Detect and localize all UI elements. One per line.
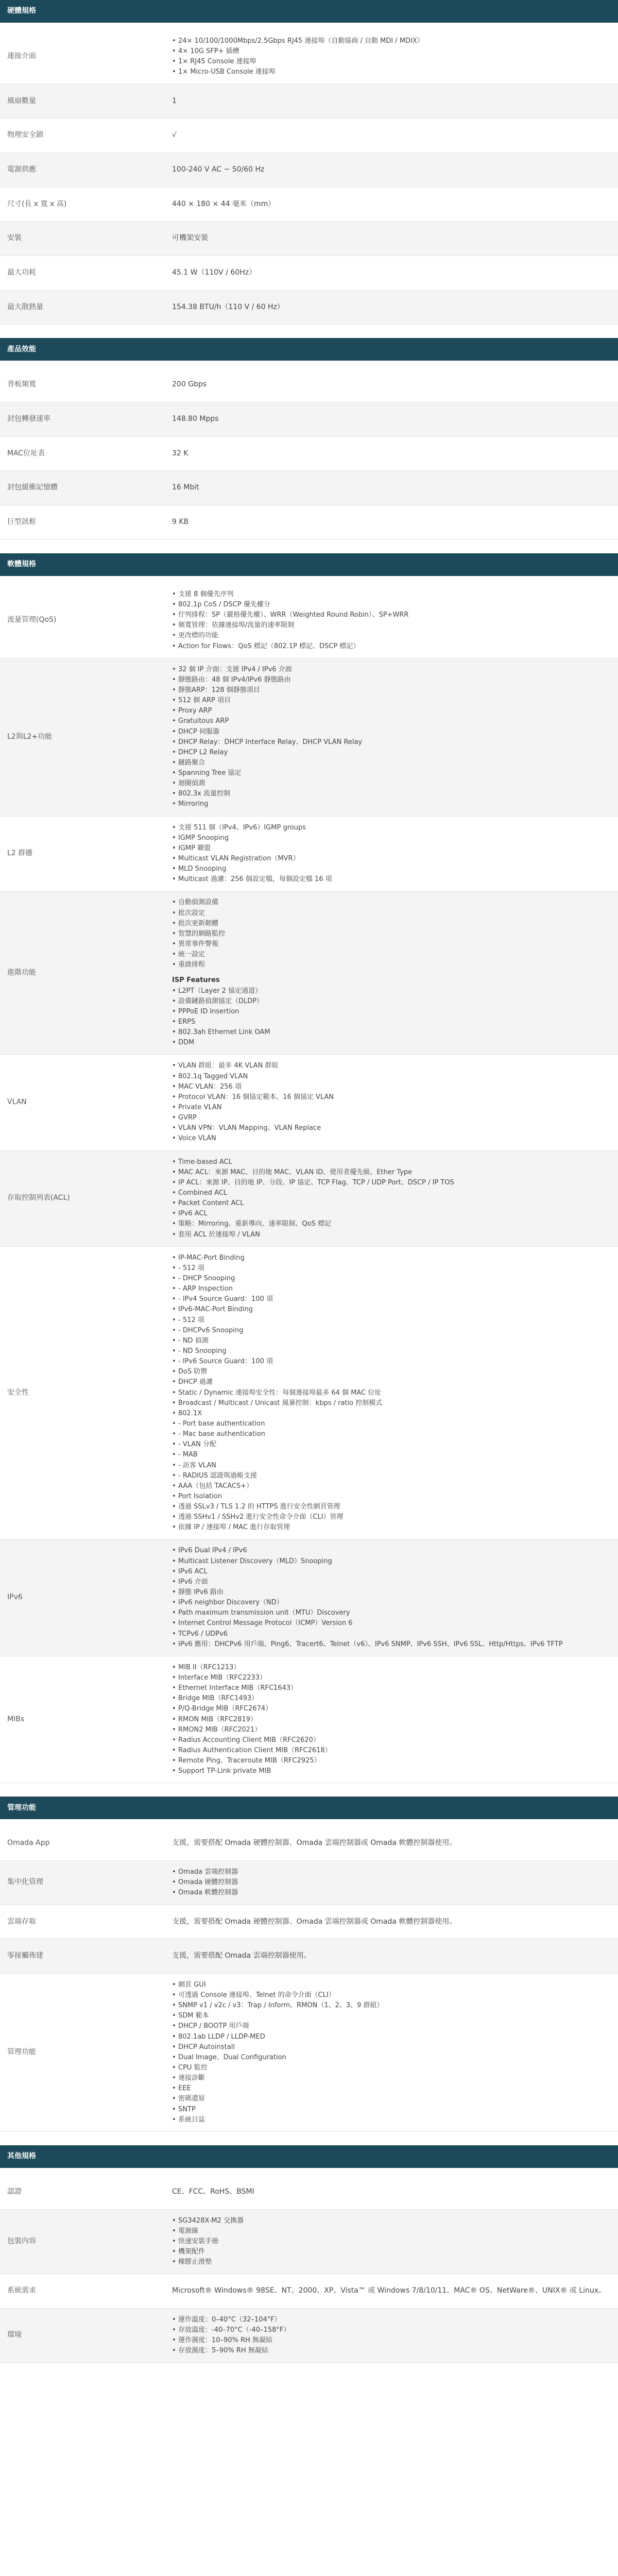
spec-list-item: • RMON2 MIB（RFC2021） xyxy=(172,1725,618,1735)
spec-key: 環境 xyxy=(7,2331,22,2340)
spec-list-item: • RMON MIB（RFC2819） xyxy=(172,1715,618,1725)
spec-list-item: • 快速安裝手冊 xyxy=(172,2236,618,2247)
spec-list xyxy=(172,665,618,810)
spec-list-item: • Interface MIB（RFC2233） xyxy=(172,1673,618,1683)
section-spacer xyxy=(0,1819,618,1826)
spec-list-item: • 更改標的功能 xyxy=(172,631,618,641)
spec-key: 風扇數量 xyxy=(7,96,36,105)
spec-list-item: • Support TP-Link private MIB xyxy=(172,1766,618,1776)
spec-list-item: • IPv6 應用：DHCPv6 用戶端、Ping6、Tracert6、Telnet（v6）、IPv6 SNMP、IPv6 SSH、IPv6 SSL、Http/Https、IPv6 TFTP xyxy=(172,1639,618,1650)
isp-features-item: • ERPS xyxy=(172,1017,618,1027)
spec-list-item: • DHCP 伺服器 xyxy=(172,727,618,737)
spec-row xyxy=(0,1939,618,1974)
spec-key: 連接介面 xyxy=(7,52,36,61)
spec-key: L2與L2+功能 xyxy=(7,732,53,741)
spec-list xyxy=(172,1157,618,1240)
spec-list-item: • - IPv4 Source Guard：100 項 xyxy=(172,1294,618,1304)
spec-list-item: • 運作濕度：10–90% RH 無凝結 xyxy=(172,2335,618,2346)
spec-list-item: • Internet Control Message Protocol（ICMP）Version 6 xyxy=(172,1618,618,1629)
spec-value xyxy=(172,1656,618,1783)
spec-list-item: • 重啟排程 xyxy=(172,960,618,970)
spec-list-item: • IP-MAC-Port Binding xyxy=(172,1253,618,1263)
spec-list-item: • 靜態ARP：128 個靜態項目 xyxy=(172,685,618,696)
spec-list-item: • 依據 IP / 連接埠 / MAC 進行存取管理 xyxy=(172,1522,618,1533)
spec-row xyxy=(0,256,618,291)
spec-list-item: • Broadcast / Multicast / Unicast 風暴控制：kbps / ratio 控制模式 xyxy=(172,1398,618,1409)
spec-list-item: • SNMP v1 / v2c / v3：Trap / Inform、RMON（1、2、3、9 群組） xyxy=(172,2001,618,2011)
spec-value xyxy=(172,2210,618,2274)
spec-list-item: • 32 個 IP 介面：支援 IPv4 / IPv6 介面 xyxy=(172,665,618,675)
spec-list-item: • 批次設定 xyxy=(172,908,618,919)
spec-row xyxy=(0,1826,618,1861)
spec-list-item: • 存放溫度：-40–70°C（-40–158°F） xyxy=(172,2325,618,2335)
spec-list-item: • 電源線 xyxy=(172,2226,618,2236)
spec-row xyxy=(0,2309,618,2363)
spec-list-item: • 橡膠止滑墊 xyxy=(172,2257,618,2267)
spec-key: 巨型訊框 xyxy=(7,518,36,527)
spec-list-item: • 802.3x 流量控制 xyxy=(172,789,618,799)
spec-key: 電源供應 xyxy=(7,165,36,174)
section-title: 軟體規格 xyxy=(0,553,618,576)
spec-list-item: • - DHCPv6 Snooping xyxy=(172,1326,618,1336)
spec-value xyxy=(172,1055,618,1150)
isp-features-item: • DDM xyxy=(172,1038,618,1048)
spec-list-item: • - DHCP Snooping xyxy=(172,1274,618,1284)
spec-row xyxy=(0,1055,618,1150)
spec-list-item: • Private VLAN xyxy=(172,1103,618,1113)
spec-list-item: • IPv6 介面 xyxy=(172,1577,618,1587)
section-gap xyxy=(0,325,618,338)
spec-list-item: • Voice VLAN xyxy=(172,1133,618,1144)
spec-list-item: • SG3428X-M2 交換器 xyxy=(172,2216,618,2226)
spec-list-item: • MAC ACL：來源 MAC、目的地 MAC、VLAN ID、使用者優先級、Ether Type xyxy=(172,1167,618,1178)
spec-value xyxy=(172,368,618,402)
spec-list-item: • IPv6 neighbor Discovery（ND） xyxy=(172,1598,618,1608)
spec-list-item: • Bridge MIB（RFC1493） xyxy=(172,1693,618,1704)
spec-key: 封包轉發速率 xyxy=(7,415,50,423)
spec-value xyxy=(172,1861,618,1904)
spec-list-item: • IPv6 ACL xyxy=(172,1209,618,1219)
spec-row xyxy=(0,222,618,256)
spec-value xyxy=(172,30,618,84)
spec-list-item: • 佇列排程：SP（嚴格優先權）、WRR（Weighted Round Robin）、SP+WRR xyxy=(172,610,618,620)
spec-value xyxy=(172,84,618,118)
spec-list-item: • 透過 SSLv3 / TLS 1.2 的 HTTPS 進行安全性網頁管理 xyxy=(172,1502,618,1512)
spec-list-item: • SDM 範本 xyxy=(172,2011,618,2021)
spec-list-item: • - ND Snooping xyxy=(172,1346,618,1357)
spec-value xyxy=(172,505,618,539)
spec-list-item: • Gratuitous ARP xyxy=(172,716,618,726)
spec-list-item: • 鏈路聚合 xyxy=(172,758,618,768)
spec-value xyxy=(172,153,618,187)
spec-key: MIBs xyxy=(7,1715,25,1723)
spec-key: 集中化管理 xyxy=(7,1878,43,1887)
spec-list-item: • 策略：Mirroring、重新導向、速率限制、QoS 標記 xyxy=(172,1219,618,1229)
spec-value xyxy=(172,2175,618,2209)
spec-list-item: • Dual Image、Dual Configuration xyxy=(172,2053,618,2063)
spec-row xyxy=(0,2175,618,2210)
spec-value-text: 支援，需要搭配 Omada 硬體控制器、Omada 雲端控制器或 Omada 軟體控制器使用。 xyxy=(172,1839,457,1848)
spec-list-item: • 802.1p CoS / DSCP 優先權分 xyxy=(172,600,618,610)
spec-list-item: • 存放濕度：5–90% RH 無凝結 xyxy=(172,2346,618,2356)
spec-list-item: • 支援 511 個（IPv4、IPv6）IGMP groups xyxy=(172,823,618,833)
spec-list-item: • 連接診斷 xyxy=(172,2073,618,2083)
spec-key: 存取控制列表(ACL) xyxy=(7,1194,70,1202)
spec-list-item: • IPv6 Dual IPv4 / IPv6 xyxy=(172,1546,618,1556)
spec-value xyxy=(172,291,618,325)
spec-value xyxy=(172,1905,618,1939)
spec-list-item: • - IPv6 Source Guard：100 項 xyxy=(172,1357,618,1367)
spec-list-item: • GVRP xyxy=(172,1113,618,1123)
spec-list-item: • Protocol VLAN：16 個協定範本、16 個協定 VLAN xyxy=(172,1092,618,1103)
spec-list-item: • DHCP Relay：DHCP Interface Relay、DHCP VLAN Relay xyxy=(172,737,618,748)
spec-value xyxy=(172,1247,618,1539)
spec-value xyxy=(172,437,618,471)
spec-list-item: • - Port base authentication xyxy=(172,1419,618,1429)
spec-list-item: • - ND 偵測 xyxy=(172,1336,618,1346)
spec-list-item: • 運作溫度：0–40°C（32–104°F） xyxy=(172,2315,618,2325)
spec-list-item: • 智慧的網路監控 xyxy=(172,929,618,939)
spec-list-item: • 迴圈偵測 xyxy=(172,778,618,789)
spec-list-item: • 靜態 IPv6 路由 xyxy=(172,1587,618,1598)
spec-row xyxy=(0,583,618,658)
spec-list-item: • Path maximum transmission unit（MTU）Discovery xyxy=(172,1608,618,1618)
spec-list-item: • DHCP L2 Relay xyxy=(172,748,618,758)
spec-list-item: • - ARP Inspection xyxy=(172,1284,618,1294)
spec-key: 雲端存取 xyxy=(7,1917,36,1926)
spec-key: 最大散熱量 xyxy=(7,302,43,311)
spec-row xyxy=(0,30,618,84)
spec-list-item: • VLAN VPN：VLAN Mapping、VLAN Replace xyxy=(172,1123,618,1133)
spec-list-item: • AAA（包括 TACACS+） xyxy=(172,1481,618,1492)
spec-list-item: • MIB II（RFC1213） xyxy=(172,1663,618,1673)
spec-key: 包裝內容 xyxy=(7,2237,36,2246)
spec-value-text: 154.38 BTU/h（110 V / 60 Hz） xyxy=(172,302,284,311)
spec-list-item: • Static / Dynamic 連接埠安全性：每個連接埠最多 64 個 MAC 位址 xyxy=(172,1388,618,1398)
spec-row xyxy=(0,84,618,119)
spec-value-text: 100-240 V AC ~ 50/60 Hz xyxy=(172,165,265,174)
section-spacer xyxy=(0,23,618,30)
spec-list-item: • Multicast 過濾：256 個設定檔，每個設定檔 16 項 xyxy=(172,874,618,885)
spec-list-item: • Combined ACL xyxy=(172,1188,618,1198)
spec-list-item: • - 訪客 VLAN xyxy=(172,1461,618,1471)
spec-list-item: • Proxy ARP xyxy=(172,706,618,716)
section-gap xyxy=(0,540,618,553)
spec-list-item: • 靜態路由：48 個 IPv4/IPv6 靜態路由 xyxy=(172,675,618,685)
spec-list xyxy=(172,897,618,970)
section-spacer xyxy=(0,2168,618,2175)
spec-list-item: • 套用 ACL 於連接埠 / VLAN xyxy=(172,1230,618,1240)
other-section xyxy=(0,2145,618,2363)
spec-list-item: • - 512 項 xyxy=(172,1315,618,1326)
management-section xyxy=(0,1797,618,2131)
spec-row xyxy=(0,291,618,325)
spec-key: 零接觸佈建 xyxy=(7,1952,43,1960)
spec-list-item: • P/Q-Bridge MIB（RFC2674） xyxy=(172,1704,618,1714)
section-title: 產品效能 xyxy=(0,338,618,361)
spec-value xyxy=(172,2274,618,2308)
hardware-section xyxy=(0,0,618,325)
section-gap xyxy=(0,1783,618,1797)
spec-row xyxy=(0,1539,618,1656)
spec-value-text: 16 Mbit xyxy=(172,483,199,492)
spec-list xyxy=(172,1663,618,1777)
spec-list-item: • 系統日誌 xyxy=(172,2115,618,2125)
spec-list-item: • 頻寬管理：依據連接埠/流量的速率限制 xyxy=(172,620,618,631)
spec-list-item: • VLAN 群組：最多 4K VLAN 群組 xyxy=(172,1061,618,1071)
spec-value xyxy=(172,471,618,505)
spec-list-item: • Action for Flows：QoS 標記（802.1P 標記、DSCP 標記） xyxy=(172,641,618,652)
spec-list xyxy=(172,2315,618,2357)
spec-row xyxy=(0,2210,618,2275)
spec-list xyxy=(172,823,618,885)
spec-list-item: • Multicast Listener Discovery（MLD）Snooping xyxy=(172,1556,618,1567)
spec-value-text: 9 KB xyxy=(172,518,189,527)
spec-list-item: • - MAB xyxy=(172,1450,618,1460)
spec-value-text: 支援，需要搭配 Omada 硬體控制器、Omada 雲端控制器或 Omada 軟體控制器使用。 xyxy=(172,1917,457,1926)
section-gap xyxy=(0,2132,618,2145)
spec-list-item: • 4× 10G SFP+ 插槽 xyxy=(172,46,618,57)
spec-list-item: • 512 個 ARP 項目 xyxy=(172,696,618,706)
spec-row xyxy=(0,505,618,540)
spec-list-item: • 統一設定 xyxy=(172,950,618,960)
spec-key: 安裝 xyxy=(7,234,22,243)
spec-value-text: 32 K xyxy=(172,449,188,457)
spec-list-item: • Omada 軟體控制器 xyxy=(172,1888,618,1898)
spec-list-item: • Time-based ACL xyxy=(172,1157,618,1167)
spec-value xyxy=(172,1826,618,1860)
spec-value xyxy=(172,1539,618,1655)
spec-value xyxy=(172,583,618,658)
spec-value xyxy=(172,1151,618,1246)
spec-list-item: • 支援 8 個優先序列 xyxy=(172,589,618,600)
spec-row xyxy=(0,1974,618,2132)
spec-list-item: • IGMP Snooping xyxy=(172,833,618,843)
spec-row xyxy=(0,658,618,817)
spec-value xyxy=(172,1939,618,1973)
spec-row xyxy=(0,368,618,402)
spec-list xyxy=(172,1253,618,1533)
spec-list-item: • DHCP Autoinstall xyxy=(172,2042,618,2053)
spec-list-item: • 異常事件警報 xyxy=(172,939,618,950)
spec-value-text: 45.1 W（110V / 60Hz） xyxy=(172,268,256,277)
spec-list-item: • EEE xyxy=(172,2083,618,2094)
spec-key: 安全性 xyxy=(7,1388,29,1397)
spec-row xyxy=(0,1656,618,1784)
spec-key: 最大功耗 xyxy=(7,268,36,277)
spec-list xyxy=(172,1061,618,1144)
spec-list-item: • IP ACL：來源 IP、目的地 IP、分段、IP 協定、TCP Flag、TCP / UDP Port、DSCP / IP TOS xyxy=(172,1178,618,1188)
spec-list-item: • 批次更新韌體 xyxy=(172,919,618,929)
spec-list xyxy=(172,589,618,652)
spec-list xyxy=(172,36,618,78)
spec-list-item: • IGMP 聯盟 xyxy=(172,843,618,854)
isp-features-item: • 802.3ah Ethernet Link OAM xyxy=(172,1027,618,1038)
spec-key: 尺寸(長 x 寬 x 高) xyxy=(7,199,67,208)
spec-list-item: • 802.1X xyxy=(172,1409,618,1419)
spec-value-text: 1 xyxy=(172,96,177,105)
spec-list-item: • IPv6-MAC-Port Binding xyxy=(172,1304,618,1315)
spec-row xyxy=(0,891,618,1055)
spec-list-item: • Radius Authentication Client MIB（RFC2618） xyxy=(172,1745,618,1756)
spec-value-text: 支援，需要搭配 Omada 雲端控制器使用。 xyxy=(172,1952,311,1960)
spec-list-item: • Radius Accounting Client MIB（RFC2620） xyxy=(172,1735,618,1745)
spec-value-text: √ xyxy=(172,131,177,140)
spec-value-text: Microsoft® Windows® 98SE、NT、2000、XP、Vista™ 或 Windows 7/8/10/11、MAC® OS、NetWare®、UNIX® 或 Linux。 xyxy=(172,2286,606,2295)
spec-list-item: • MLD Snooping xyxy=(172,864,618,874)
spec-list-item: • 機架配件 xyxy=(172,2247,618,2257)
spec-key: VLAN xyxy=(7,1098,27,1107)
spec-key: 進階功能 xyxy=(7,968,36,977)
spec-list-item: • 802.1q Tagged VLAN xyxy=(172,1072,618,1082)
spec-list-item: • CPU 監控 xyxy=(172,2063,618,2073)
isp-features-item: • PPPoE ID Insertion xyxy=(172,1007,618,1017)
spec-key: L2 群播 xyxy=(7,849,33,858)
spec-list xyxy=(172,2216,618,2268)
spec-key: IPv6 xyxy=(7,1593,23,1602)
isp-features-list xyxy=(172,986,618,1048)
spec-key: 封包緩衝記憶體 xyxy=(7,483,58,492)
spec-value xyxy=(172,2309,618,2363)
spec-list xyxy=(172,1980,618,2125)
spec-list-item: • - RADIUS 認證與過帳支援 xyxy=(172,1471,618,1481)
spec-value xyxy=(172,1974,618,2131)
spec-row xyxy=(0,402,618,437)
spec-list-item: • DoS 防禦 xyxy=(172,1367,618,1377)
spec-list-item: • 802.1ab LLDP / LLDP-MED xyxy=(172,2032,618,2042)
spec-list-item: • 可透過 Console 連接埠、Telnet 的命令介面（CLI） xyxy=(172,1990,618,2001)
spec-list-item: • Mirroring xyxy=(172,799,618,809)
section-title: 其他規格 xyxy=(0,2145,618,2168)
spec-list-item: • Packet Content ACL xyxy=(172,1198,618,1209)
spec-key: 系統需求 xyxy=(7,2286,36,2295)
spec-row xyxy=(0,1861,618,1905)
spec-list-item: • 自動偵測設備 xyxy=(172,897,618,908)
spec-row xyxy=(0,1151,618,1247)
spec-list-item: • TCPv6 / UDPv6 xyxy=(172,1629,618,1639)
spec-value-text: 440 × 180 × 44 毫米（mm） xyxy=(172,199,276,208)
section-spacer xyxy=(0,361,618,368)
spec-list-item: • 網頁 GUI xyxy=(172,1980,618,1990)
spec-list-item: • DHCP 過濾 xyxy=(172,1377,618,1387)
spec-key: Omada App xyxy=(7,1839,50,1848)
spec-list-item: • Omada 雲端控制器 xyxy=(172,1867,618,1877)
spec-value xyxy=(172,891,618,1054)
spec-list-item: • 1× Micro-USB Console 連接埠 xyxy=(172,67,618,77)
spec-list-item: • SNTP xyxy=(172,2105,618,2115)
spec-row xyxy=(0,1247,618,1540)
spec-list-item: • Ethernet Interface MIB（RFC1643） xyxy=(172,1683,618,1693)
spec-value-text: 可機架安裝 xyxy=(172,234,208,243)
spec-value-text: CE、FCC、RoHS、BSMI xyxy=(172,2187,254,2196)
isp-features-item: • 設備鏈路偵測協定（DLDP） xyxy=(172,996,618,1007)
spec-list-item: • - VLAN 分配 xyxy=(172,1439,618,1450)
spec-key: MAC位址表 xyxy=(7,449,45,457)
spec-list-item: • 1× RJ45 Console 連接埠 xyxy=(172,57,618,67)
spec-value xyxy=(172,402,618,436)
spec-key: 認證 xyxy=(7,2187,22,2196)
spec-value xyxy=(172,817,618,891)
spec-key: 物理安全鎖 xyxy=(7,131,43,140)
section-title: 管理功能 xyxy=(0,1797,618,1819)
spec-row xyxy=(0,188,618,222)
spec-list-item: • - 512 項 xyxy=(172,1263,618,1274)
spec-row xyxy=(0,2274,618,2309)
spec-row xyxy=(0,153,618,188)
spec-value xyxy=(172,222,618,256)
isp-features-title: ISP Features xyxy=(172,976,220,985)
spec-list xyxy=(172,1546,618,1649)
spec-value xyxy=(172,658,618,816)
spec-value-text: 148.80 Mpps xyxy=(172,415,219,423)
spec-key: 管理功能 xyxy=(7,2048,36,2057)
spec-list xyxy=(172,1867,618,1898)
spec-list-item: • Remote Ping、Traceroute MIB（RFC2925） xyxy=(172,1756,618,1766)
spec-value xyxy=(172,118,618,152)
spec-value xyxy=(172,256,618,290)
spec-list-item: • 密碼還原 xyxy=(172,2094,618,2104)
spec-list-item: • Port Isolation xyxy=(172,1492,618,1502)
spec-list-item: • IPv6 ACL xyxy=(172,1567,618,1577)
spec-row xyxy=(0,1905,618,1940)
spec-row xyxy=(0,817,618,892)
isp-features-item: • L2PT（Layer 2 協定通道） xyxy=(172,986,618,996)
software-section xyxy=(0,553,618,1784)
spec-list-item: • Omada 硬體控制器 xyxy=(172,1877,618,1888)
spec-value-text: 200 Gbps xyxy=(172,380,207,389)
spec-row xyxy=(0,437,618,471)
spec-list-item: • DHCP / BOOTP 用戶端 xyxy=(172,2021,618,2031)
spec-key: 流量管理(QoS) xyxy=(7,616,57,624)
spec-list-item: • Spanning Tree 協定 xyxy=(172,768,618,778)
spec-key: 背板頻寬 xyxy=(7,380,36,389)
section-title: 硬體規格 xyxy=(0,0,618,23)
spec-list-item: • 透過 SSHv1 / SSHv2 進行安全性命令介面（CLI）管理 xyxy=(172,1512,618,1522)
spec-value xyxy=(172,188,618,222)
spec-list-item: • Multicast VLAN Registration（MVR） xyxy=(172,854,618,864)
spec-row xyxy=(0,118,618,153)
performance-section xyxy=(0,338,618,539)
section-spacer xyxy=(0,576,618,583)
spec-row xyxy=(0,471,618,505)
spec-list-item: • MAC VLAN：256 項 xyxy=(172,1082,618,1092)
spec-list-item: • - Mac base authentication xyxy=(172,1429,618,1439)
spec-list-item: • 24× 10/100/1000Mbps/2.5Gbps RJ45 連接埠（自動協商 / 自動 MDI / MDIX） xyxy=(172,36,618,46)
